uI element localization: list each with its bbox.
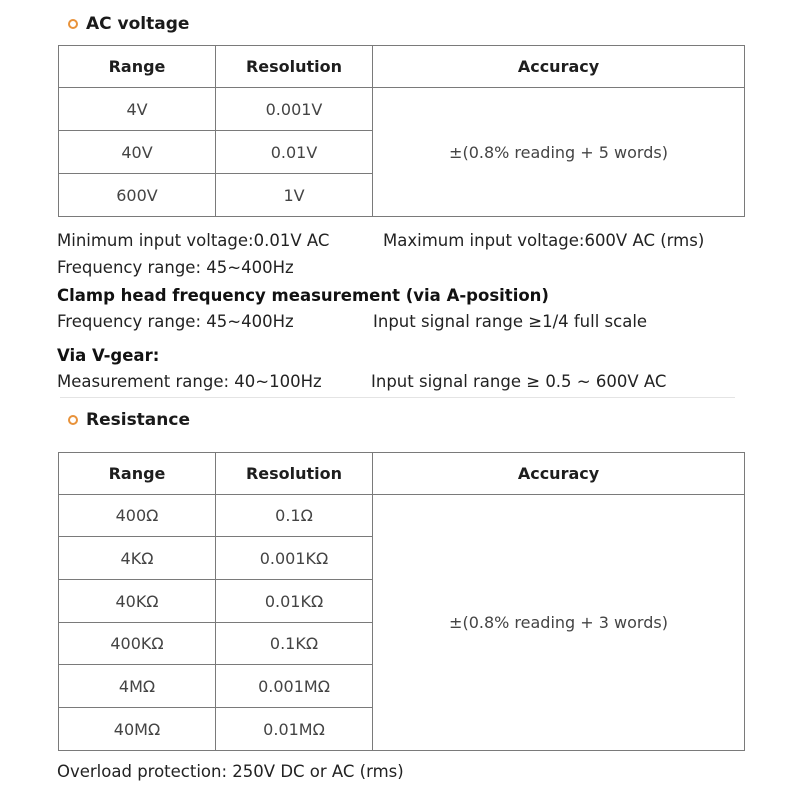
circle-bullet-icon <box>68 415 78 425</box>
range-cell: 40MΩ <box>59 708 216 751</box>
circle-bullet-icon <box>68 19 78 29</box>
vgear-heading: Via V-gear: <box>57 346 160 365</box>
min-input-text: Minimum input voltage:0.01V AC <box>57 231 330 250</box>
resolution-cell: 0.001V <box>216 88 373 131</box>
accuracy-cell: ±(0.8% reading + 5 words) <box>373 88 745 217</box>
range-cell: 4MΩ <box>59 665 216 708</box>
resolution-cell: 0.001KΩ <box>216 537 373 580</box>
accuracy-cell: ±(0.8% reading + 3 words) <box>373 495 745 751</box>
vgear-signal-text: Input signal range ≥ 0.5 ~ 600V AC <box>371 372 667 391</box>
clamp-signal-text: Input signal range ≥1/4 full scale <box>373 312 648 331</box>
resolution-cell: 0.001MΩ <box>216 665 373 708</box>
range-cell: 400Ω <box>59 495 216 537</box>
resolution-cell: 0.01KΩ <box>216 580 373 623</box>
resolution-header: Resolution <box>216 46 373 88</box>
resistance-title: Resistance <box>86 410 190 430</box>
ac-voltage-table <box>58 45 745 217</box>
table-header-row <box>59 453 745 495</box>
ac-voltage-section-title <box>68 14 189 34</box>
ac-voltage-title: AC voltage <box>86 14 190 34</box>
resistance-table <box>58 452 745 751</box>
table-row <box>59 495 745 537</box>
accuracy-header: Accuracy <box>373 46 745 88</box>
vgear-measurement-text: Measurement range: 40~100Hz <box>57 372 322 391</box>
resolution-cell: 0.01MΩ <box>216 708 373 751</box>
resolution-cell: 0.01V <box>216 131 373 174</box>
range-cell: 4V <box>59 88 216 131</box>
clamp-heading: Clamp head frequency measurement (via A-position) <box>57 286 549 305</box>
section-divider <box>60 397 735 398</box>
table-row <box>59 88 745 131</box>
clamp-frequency-text: Frequency range: 45~400Hz <box>57 312 294 331</box>
range-header: Range <box>59 46 216 88</box>
range-cell: 4KΩ <box>59 537 216 580</box>
resistance-section-title <box>68 410 190 430</box>
resolution-cell: 1V <box>216 174 373 217</box>
accuracy-header: Accuracy <box>373 453 745 495</box>
table-header-row <box>59 46 745 88</box>
range-cell: 40V <box>59 131 216 174</box>
resolution-cell: 0.1KΩ <box>216 623 373 665</box>
range-header: Range <box>59 453 216 495</box>
range-cell: 40KΩ <box>59 580 216 623</box>
max-input-text: Maximum input voltage:600V AC (rms) <box>383 231 705 250</box>
overload-protection-text: Overload protection: 250V DC or AC (rms) <box>57 762 404 781</box>
range-cell: 600V <box>59 174 216 217</box>
resolution-header: Resolution <box>216 453 373 495</box>
resolution-cell: 0.1Ω <box>216 495 373 537</box>
range-cell: 400KΩ <box>59 623 216 665</box>
frequency-range-text: Frequency range: 45~400Hz <box>57 258 294 277</box>
